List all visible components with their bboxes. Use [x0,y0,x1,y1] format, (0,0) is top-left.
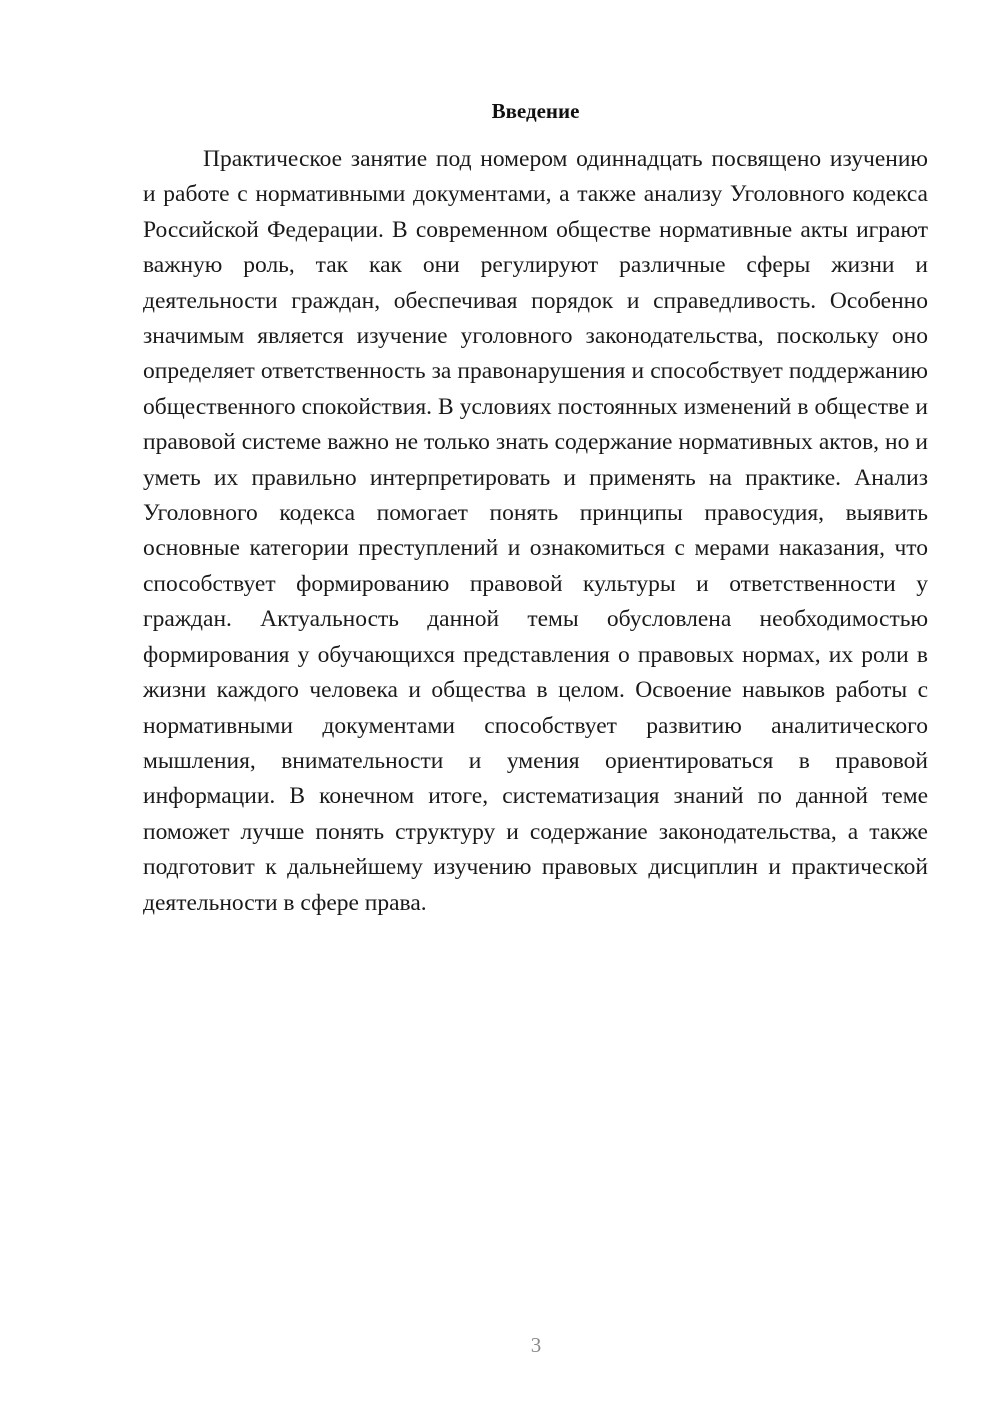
section-heading: Введение [491,99,580,123]
page-number: 3 [530,1333,542,1357]
body-paragraph: Практическое занятие под номером одиннадцать посвящено изучению и работе с нормативными документами, а также анализу Уголовного кодекса Российской Федерации. В современном обществе нормативные акты играют важную роль, так как они регулируют различные сферы жизни и деятельности граждан, обеспечивая порядок и справедливость. Особенно значимым является изучение уголовного законодательства, поскольку оно определяет ответственность за правонарушения и способствует поддержанию общественного спокойствия. В условиях постоянных изменений в обществе и правовой системе важно не только знать содержание нормативных актов, но и уметь их правильно интерпретировать и применять на практике. Анализ Уголовного кодекса помогает понять принципы правосудия, выявить основные категории преступлений и ознакомиться с мерами наказания, что способствует формированию правовой культуры и ответственности у граждан. Актуальность данной темы обусловлена необходимостью формирования у обучающихся представления о правовых нормах, их роли в жизни каждого человека и общества в целом. Освоение навыков работы с нормативными документами способствует развитию аналитического мышления, внимательности и умения ориентироваться в правовой информации. В конечном итоге, систематизация знаний по данной теме поможет лучше понять структуру и содержание законодательства, а также подготовит к дальнейшему изучению правовых дисциплин и практической деятельности в сфере права. [143,146,928,916]
